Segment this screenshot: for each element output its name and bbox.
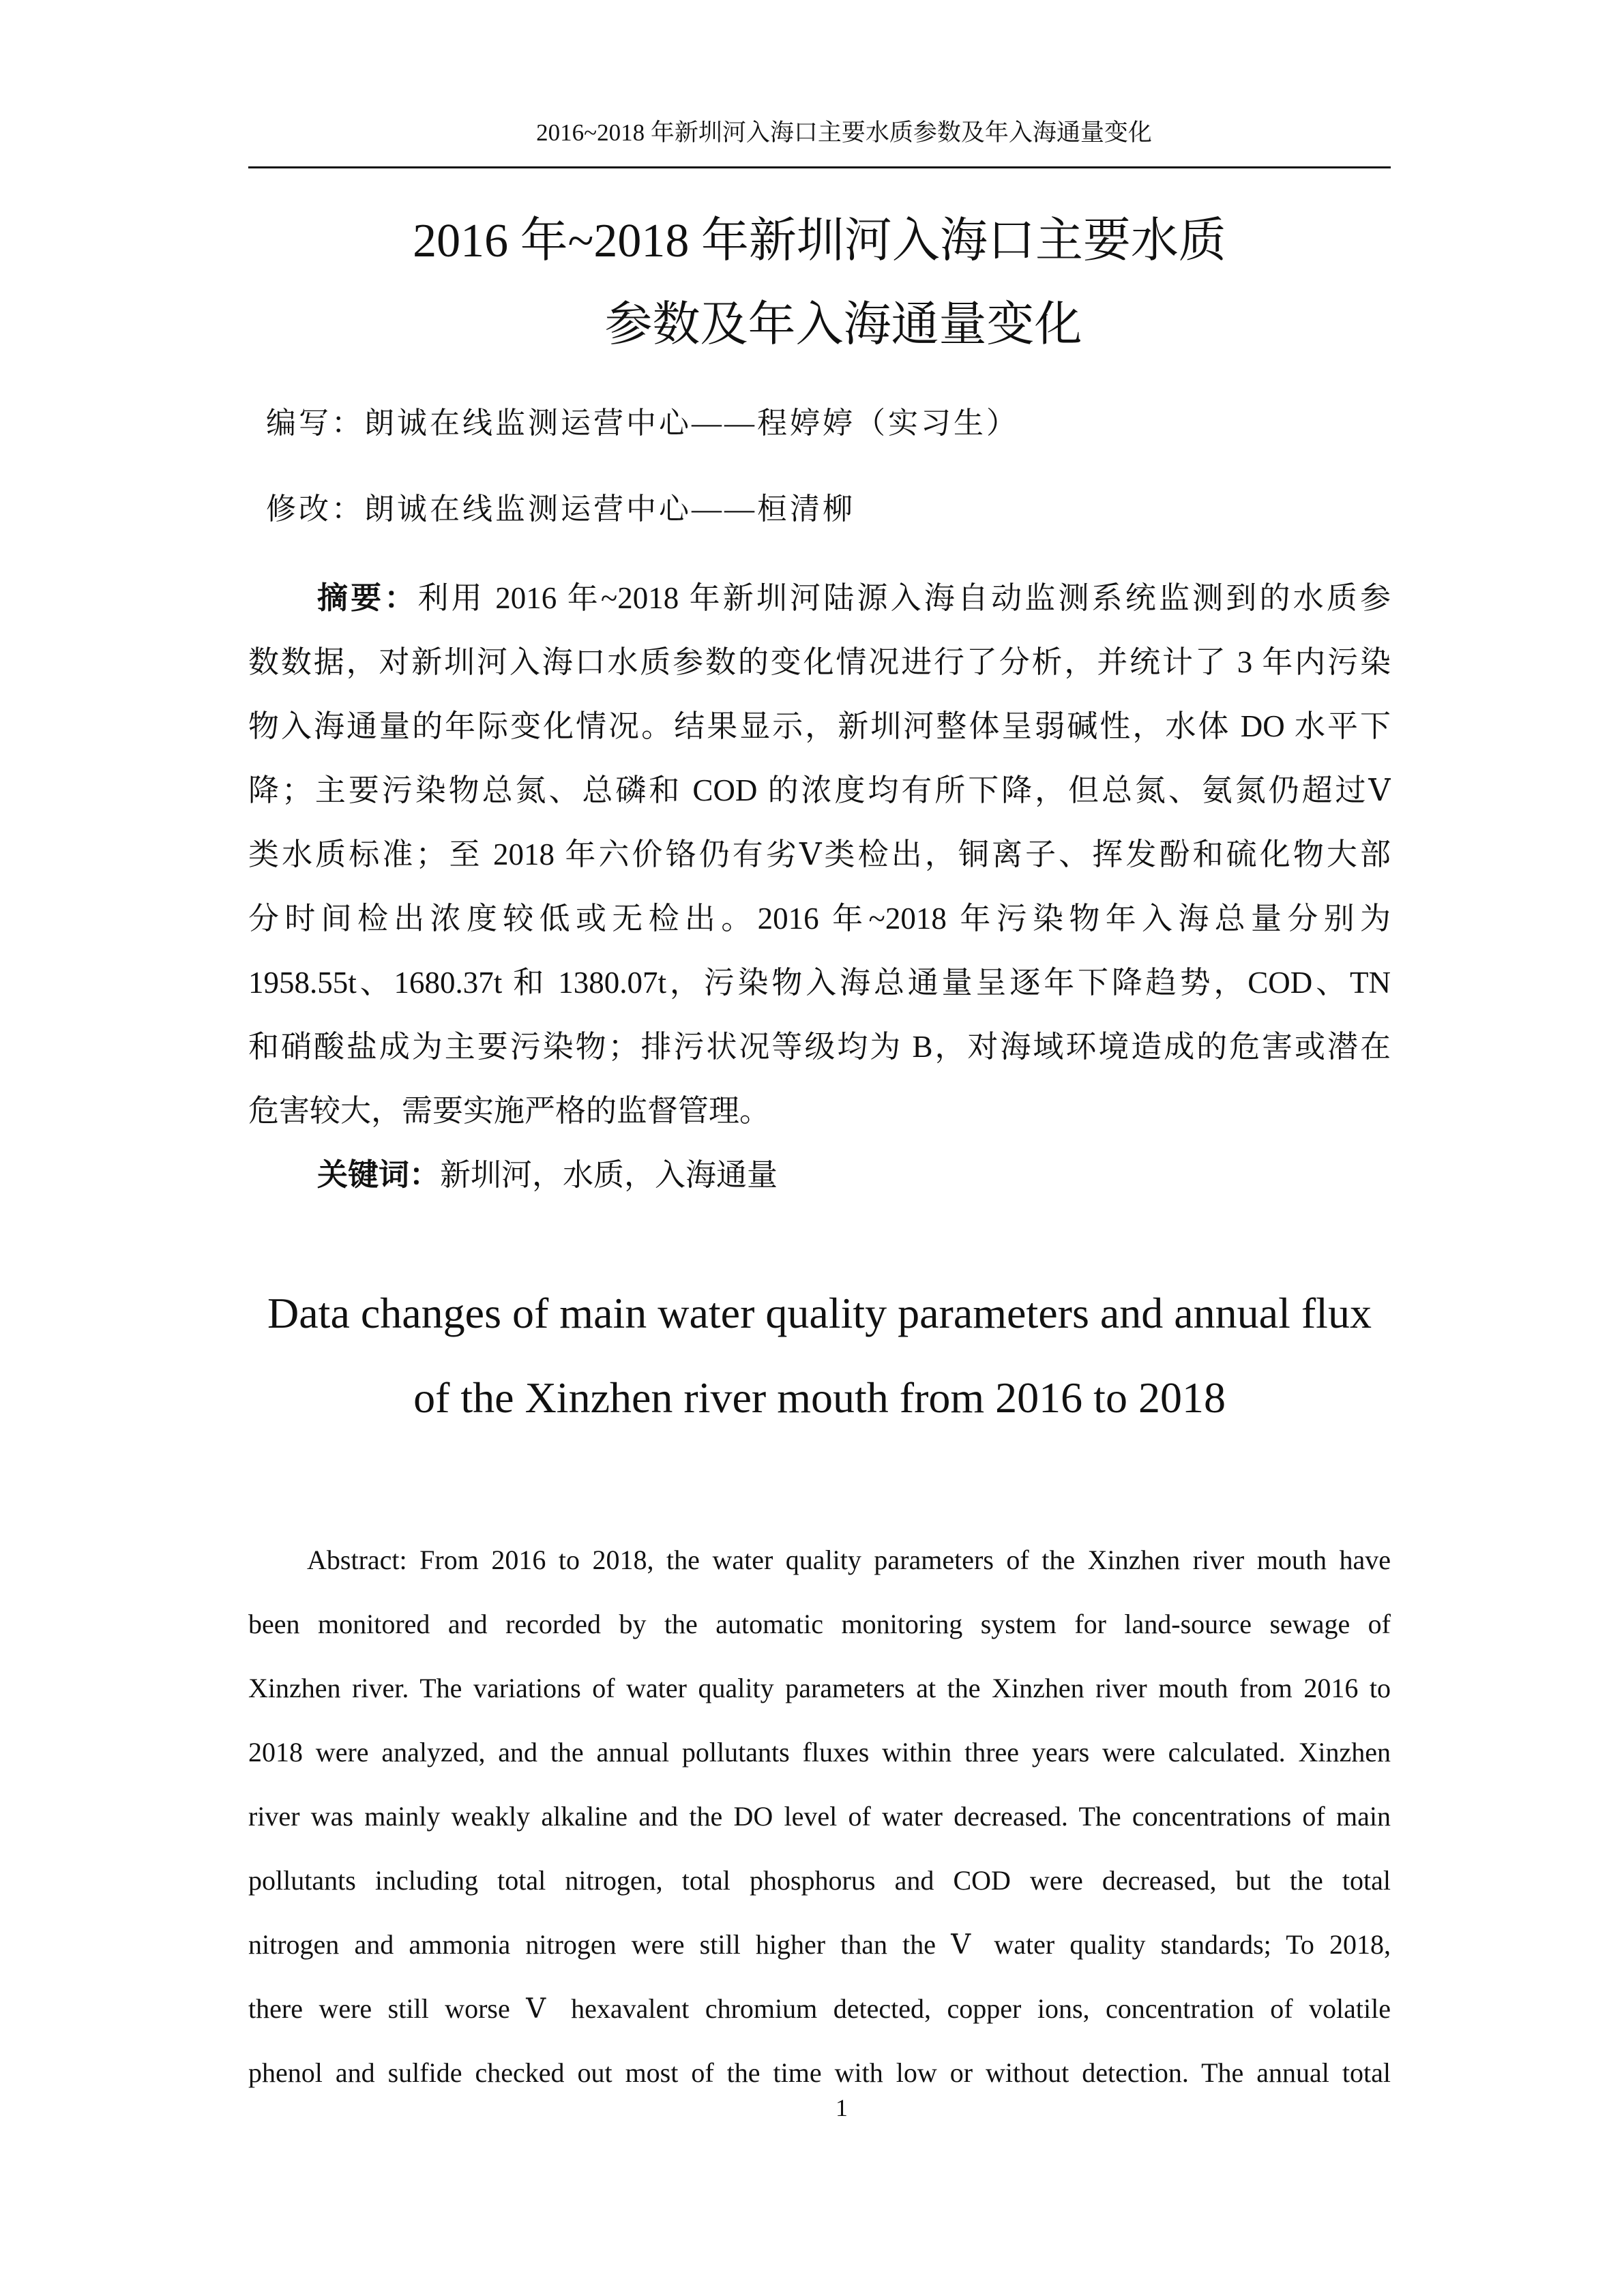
running-header: 2016~2018 年新圳河入海口主要水质参数及年入海通量变化 xyxy=(536,119,1152,146)
page-number: 1 xyxy=(836,2094,848,2121)
abstract-line: 1958.55t、1680.37t 和 1380.07t，污染物入海总通量呈逐年下降趋势，COD、TN xyxy=(248,966,1391,1000)
compiled-by: 编写：朗诚在线监测运营中心——程婷婷（实习生） xyxy=(266,406,1019,440)
english-title xyxy=(248,1271,1391,1440)
abstract-en-line: there were still worse Ⅴ hexavalent chromium detected, copper ions, concentration of volatile xyxy=(248,1993,1391,2024)
chinese-abstract xyxy=(248,566,1391,1207)
abstract-en-line: 2018 were analyzed, and the annual pollutants fluxes within three years were calculated. Xinzhen xyxy=(248,1737,1391,1768)
abstract-line-text: 利用 2016 年~2018 年新圳河陆源入海自动监测系统监测到的水质参 xyxy=(417,581,1391,615)
english-title-line-2: of the Xinzhen river mouth from 2016 to 2018 xyxy=(413,1373,1226,1422)
keywords-line xyxy=(248,1143,1391,1207)
abstract-line: 物入海通量的年际变化情况。结果显示，新圳河整体呈弱碱性，水体 DO 水平下 xyxy=(248,709,1391,743)
abstract-line xyxy=(248,566,1391,630)
abstract-en-line: been monitored and recorded by the automatic monitoring system for land-source sewage of xyxy=(248,1609,1391,1639)
revised-by: 修改：朗诚在线监测运营中心——桓清柳 xyxy=(266,492,855,526)
chinese-title-line-1: 2016 年~2018 年新圳河入海口主要水质 xyxy=(413,215,1226,267)
chinese-title xyxy=(248,199,1391,367)
abstract-en-line: phenol and sulfide checked out most of the time with low or without detection. The annual total xyxy=(248,2057,1391,2088)
abstract-en-line: nitrogen and ammonia nitrogen were still higher than the Ⅴ water quality standards; To 2018, xyxy=(248,1929,1391,1960)
abstract-en-line: Abstract: From 2016 to 2018, the water quality parameters of the Xinzhen river mouth have xyxy=(307,1545,1391,1575)
keywords-text: 新圳河，水质，入海通量 xyxy=(440,1158,778,1192)
abstract-line: 降；主要污染物总氮、总磷和 COD 的浓度均有所下降，但总氮、氨氮仍超过Ⅴ xyxy=(248,773,1391,807)
keywords-label: 关键词： xyxy=(317,1158,441,1192)
header-rule xyxy=(248,166,1391,168)
abstract-line: 危害较大，需要实施严格的监督管理。 xyxy=(248,1094,771,1128)
abstract-line: 分时间检出浓度较低或无检出。2016 年~2018 年污染物年入海总量分别为 xyxy=(248,901,1391,936)
abstract-line: 和硝酸盐成为主要污染物；排污状况等级均为 B，对海域环境造成的危害或潜在 xyxy=(248,1030,1391,1064)
abstract-en-line: Xinzhen river. The variations of water quality parameters at the Xinzhen river mouth from 2016 to xyxy=(248,1673,1391,1703)
english-title-line-1: Data changes of main water quality parameters and annual flux xyxy=(267,1289,1372,1337)
abstract-line: 数数据，对新圳河入海口水质参数的变化情况进行了分析，并统计了 3 年内污染 xyxy=(248,645,1391,679)
chinese-title-line-2: 参数及年入海通量变化 xyxy=(604,299,1082,351)
abstract-en-line: pollutants including total nitrogen, total phosphorus and COD were decreased, but the total xyxy=(248,1865,1391,1896)
abstract-label: 摘要： xyxy=(317,581,418,615)
abstract-line: 类水质标准；至 2018 年六价铬仍有劣Ⅴ类检出，铜离子、挥发酚和硫化物大部 xyxy=(248,837,1391,871)
abstract-en-line: river was mainly weakly alkaline and the DO level of water decreased. The concentrations of main xyxy=(248,1801,1391,1832)
english-abstract xyxy=(248,1528,1391,2105)
